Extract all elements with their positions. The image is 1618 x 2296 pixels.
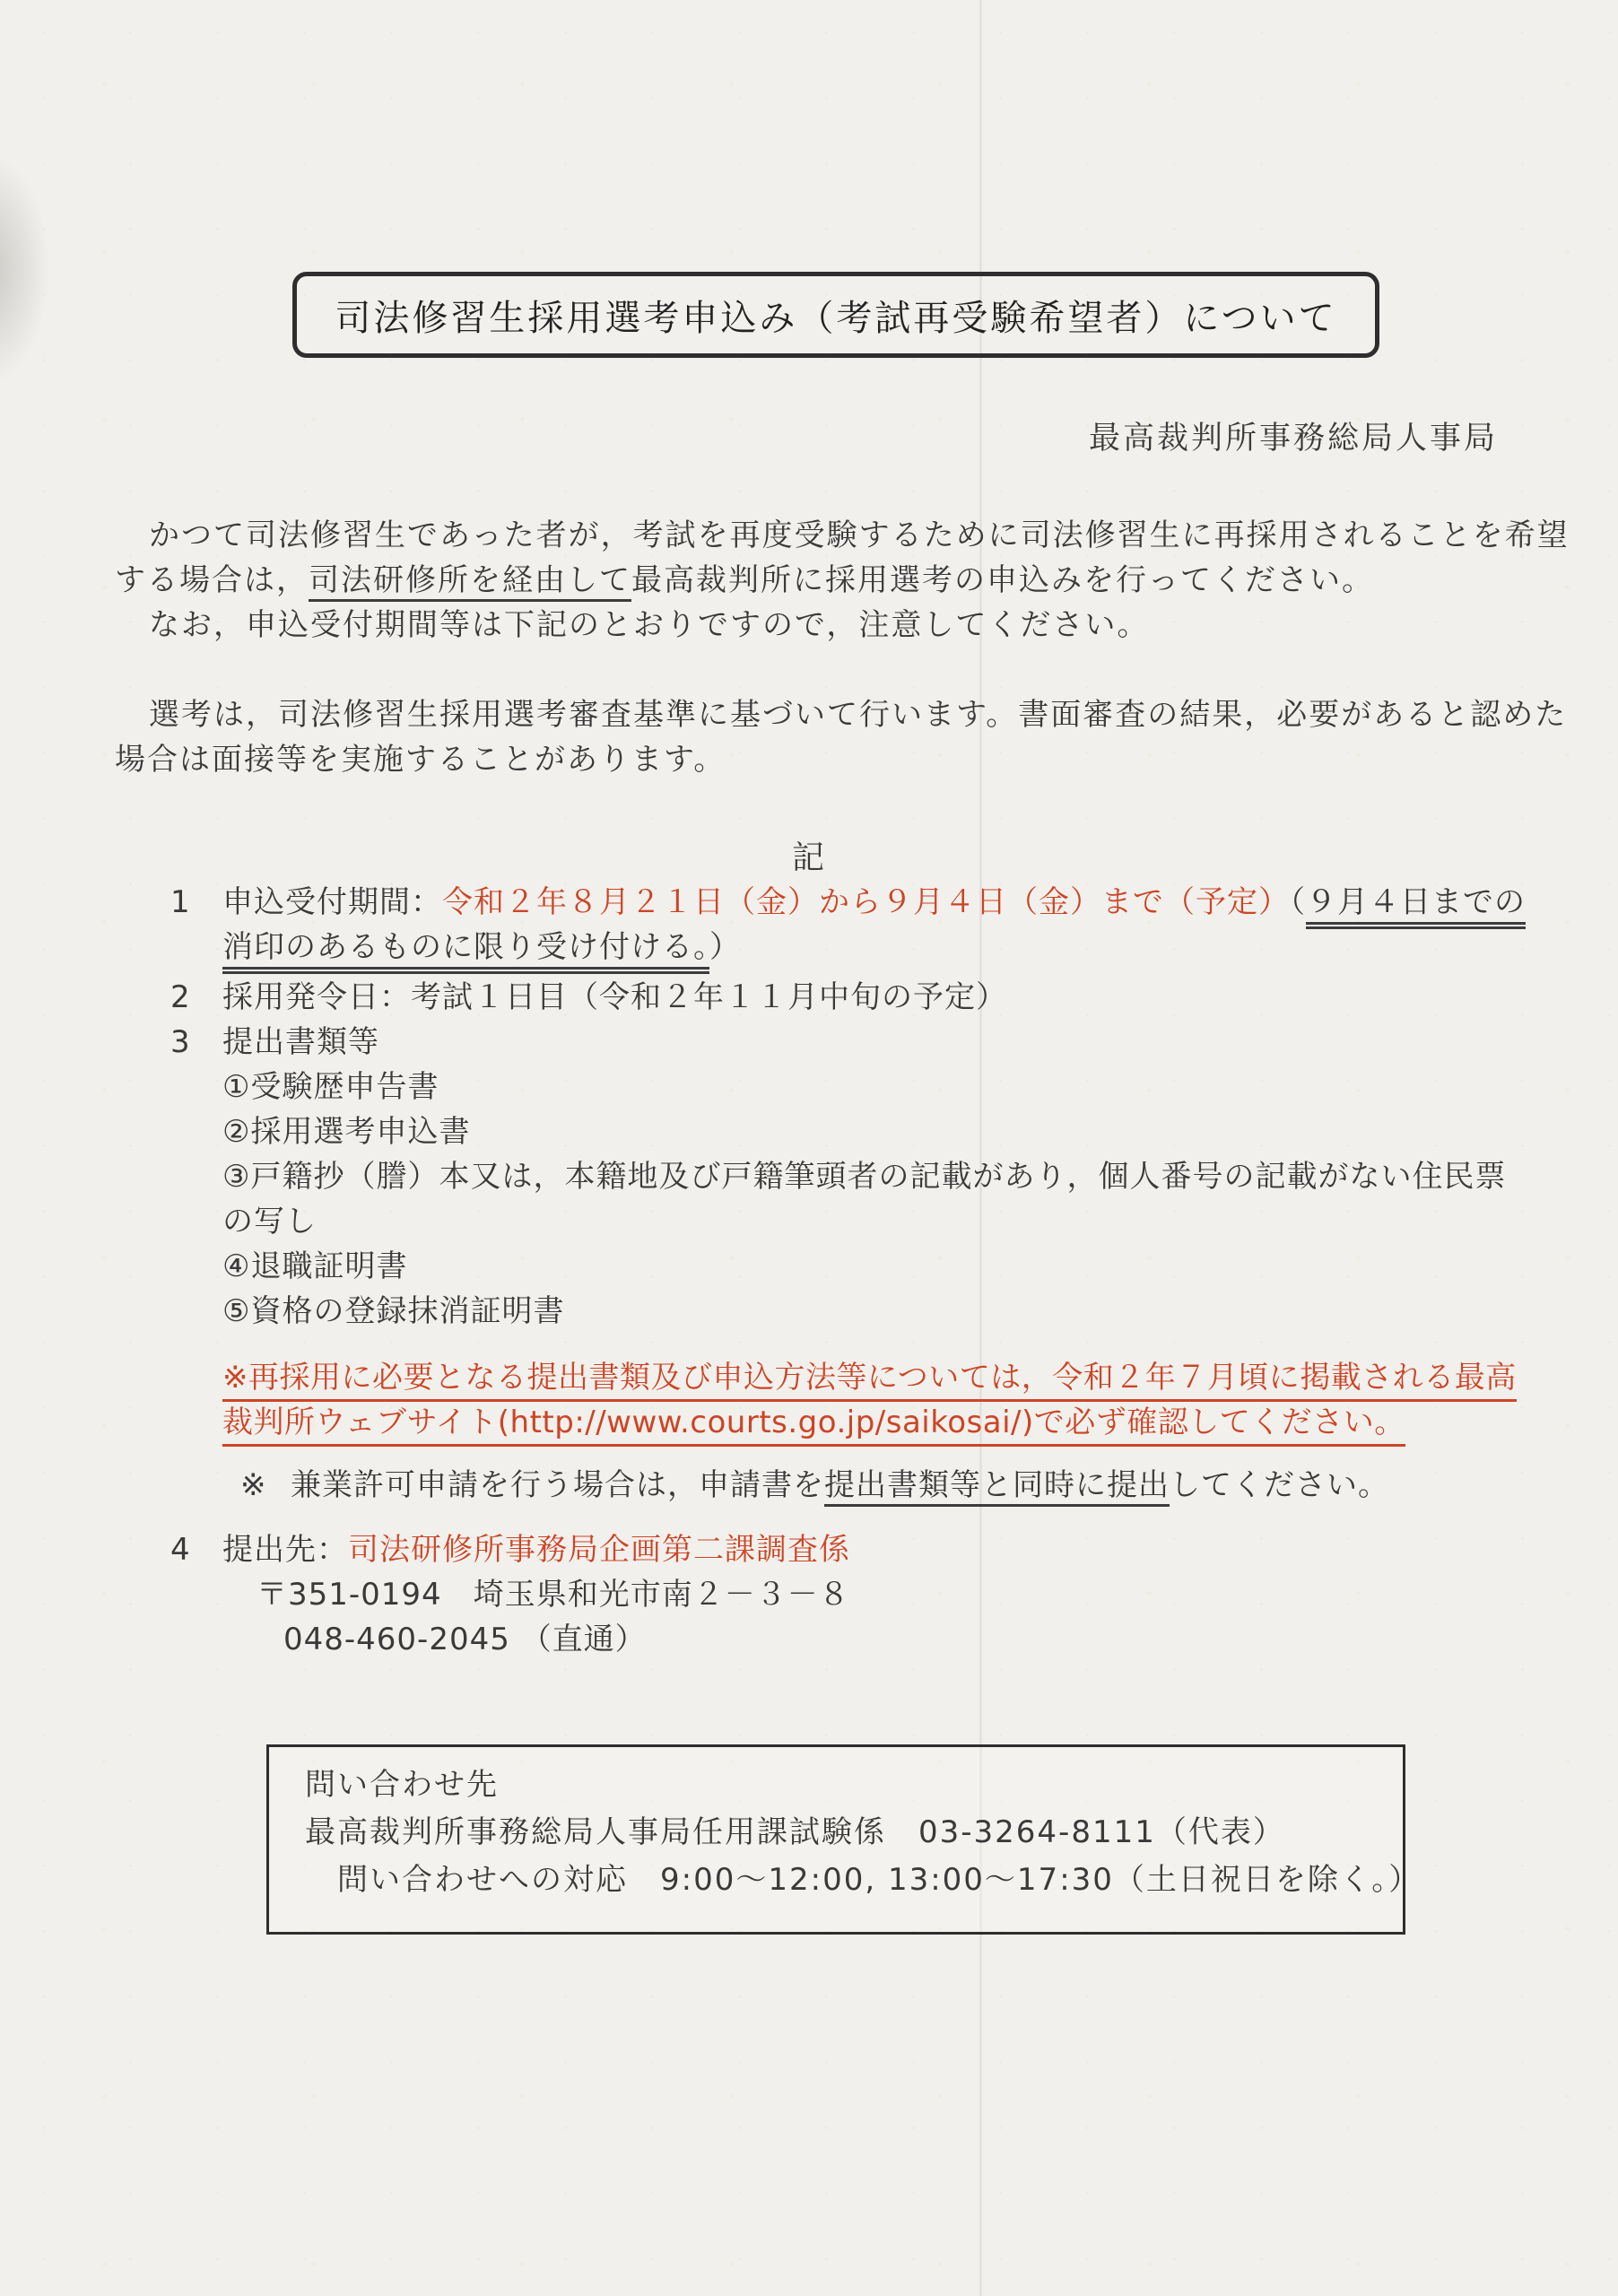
sub-note-underlined: 提出書類等と同時に提出 bbox=[824, 1467, 1170, 1507]
item-3-heading: 提出書類等 bbox=[222, 1024, 379, 1060]
red-note-text-2: 裁判所ウェブサイト(http://www.courts.go.jp/saikosai/)で必ず確認してください。 bbox=[222, 1405, 1405, 1447]
contact-box bbox=[266, 1744, 1422, 1935]
item-3-red-note-line-1 bbox=[115, 1355, 1604, 1400]
item-3-number: 3 bbox=[170, 1024, 191, 1060]
item-1-note-underlined-2: 消印のあるものに限り受け付ける。 bbox=[222, 929, 709, 974]
department-line: 最高裁判所事務総局人事局 bbox=[1088, 421, 1498, 457]
item-1-line-2 bbox=[115, 925, 1604, 970]
item-1-paren-close: ） bbox=[709, 929, 741, 965]
item-3-doc-3-line-2: の写し bbox=[222, 1204, 317, 1239]
item-3-sub-note bbox=[115, 1463, 1604, 1508]
item-1-period-red: 令和２年８月２１日（金）から９月４日（金）まで（予定） bbox=[442, 884, 1290, 920]
intro-line-2-pre: する場合は， bbox=[115, 562, 309, 598]
item-4-line bbox=[115, 1527, 1604, 1572]
item-1-label: 申込受付期間： bbox=[222, 884, 442, 920]
contact-line-2: 問い合わせへの対応 9:00～12:00, 13:00～17:30（土日祝日を除く。） bbox=[337, 1862, 1422, 1898]
intro-paragraph bbox=[115, 513, 1586, 648]
item-3-line bbox=[115, 1020, 1604, 1065]
contact-heading: 問い合わせ先 bbox=[305, 1767, 499, 1803]
intro-line-2-post: 最高裁判所に採用選考の申込みを行ってください。 bbox=[631, 562, 1374, 598]
title-box bbox=[292, 272, 1379, 358]
item-3-doc-4: ④退職証明書 bbox=[222, 1248, 408, 1284]
sub-note-pre: 兼業許可申請を行う場合は，申請書を bbox=[291, 1467, 824, 1503]
sub-note-marker: ※ bbox=[240, 1467, 267, 1503]
scan-edge-smudge bbox=[0, 152, 50, 386]
item-1-number: 1 bbox=[170, 884, 191, 920]
page-title: 司法修習生採用選考申込み（考試再受験希望者）について bbox=[335, 297, 1337, 339]
item-4-number: 4 bbox=[170, 1532, 191, 1568]
intro-line-2-underlined: 司法研修所を経由して bbox=[309, 562, 631, 602]
item-2-line bbox=[115, 975, 1604, 1020]
item-2-text: 採用発令日：考試１日目（令和２年１１月中旬の予定） bbox=[222, 979, 1007, 1015]
item-4-office-red: 司法研修所事務局企画第二課調査係 bbox=[348, 1532, 850, 1568]
item-3-doc-5: ⑤資格の登録抹消証明書 bbox=[222, 1293, 565, 1329]
item-3-doc-2: ②採用選考申込書 bbox=[222, 1114, 471, 1150]
item-1-paren-open: （ bbox=[1290, 884, 1306, 920]
item-3-doc-1: ①受験歴申告書 bbox=[222, 1069, 439, 1105]
intro-line-3: なお，申込受付期間等は下記のとおりですので，注意してください。 bbox=[149, 607, 1150, 643]
item-4-phone: 048-460-2045 （直通） bbox=[283, 1622, 647, 1657]
item-1-line-1 bbox=[115, 880, 1604, 925]
item-3-red-note-line-2 bbox=[115, 1400, 1604, 1445]
intro-line-1: かつて司法修習生であった者が，考試を再度受験するために司法修習生に再採用されることを希望 bbox=[149, 517, 1570, 553]
selection-line-1: 選考は，司法修習生採用選考審査基準に基づいて行います。書面審査の結果，必要があると認めた bbox=[149, 697, 1568, 733]
items-list bbox=[115, 880, 1604, 1662]
heading-ki: 記 bbox=[791, 839, 826, 876]
selection-line-2: 場合は面接等を実施することがあります。 bbox=[115, 742, 726, 778]
item-1-note-underlined-1: ９月４日までの bbox=[1306, 884, 1526, 929]
item-3-doc-3-line-1: ③戸籍抄（謄）本又は，本籍地及び戸籍筆頭者の記載があり，個人番号の記載がない住民票 bbox=[222, 1159, 1507, 1195]
sub-note-post: してください。 bbox=[1170, 1467, 1389, 1503]
item-4-address: 〒351-0194 埼玉県和光市南２－３－８ bbox=[257, 1577, 850, 1613]
red-note-text-1: ※再採用に必要となる提出書類及び申込方法等については，令和２年７月頃に掲載される最高 bbox=[222, 1360, 1517, 1402]
item-4-label: 提出先： bbox=[222, 1532, 348, 1568]
intro-line-2 bbox=[115, 558, 1586, 603]
item-2-number: 2 bbox=[170, 979, 191, 1015]
contact-line-1: 最高裁判所事務総局人事局任用課試験係 03-3264-8111（代表） bbox=[305, 1814, 1285, 1850]
selection-paragraph bbox=[115, 692, 1586, 782]
